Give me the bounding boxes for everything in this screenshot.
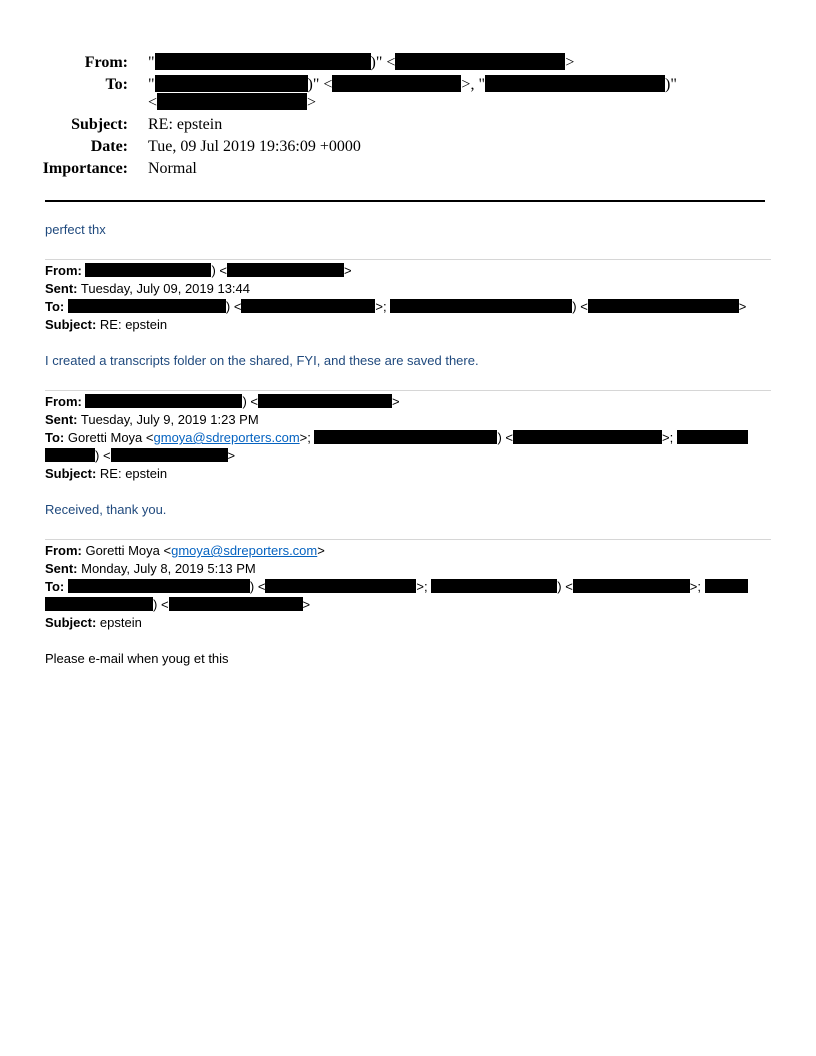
message-divider xyxy=(45,539,771,540)
header-date: Tue, 09 Jul 2019 19:36:09 +0000 xyxy=(148,138,361,155)
redaction-box xyxy=(314,430,497,444)
msg2-subject-line xyxy=(45,316,167,334)
redaction-box xyxy=(68,579,250,593)
redaction-box xyxy=(111,448,228,462)
msg3-subject-line xyxy=(45,465,167,483)
msg4-subject: epstein xyxy=(99,615,142,630)
redaction-box xyxy=(227,263,344,277)
msg2-to-label: To: xyxy=(45,299,65,314)
redaction-box xyxy=(155,75,308,92)
redaction-box xyxy=(513,430,662,444)
msg4-from-label: From: xyxy=(45,543,82,558)
redaction-box xyxy=(45,597,153,611)
redaction-box xyxy=(157,93,307,110)
redaction-box xyxy=(395,53,565,70)
msg2-subject-label: Subject: xyxy=(45,317,97,332)
msg3-to-line: To: Goretti Moya <gmoya@sdreporters.com>; ) < >; xyxy=(45,429,748,447)
msg2-to-line: To: ) < >; ) < > xyxy=(45,299,747,314)
redaction-box xyxy=(485,75,665,92)
msg4-sent-line xyxy=(45,560,256,578)
msg4-from-name: Goretti Moya xyxy=(85,543,160,558)
header-subject: RE: epstein xyxy=(148,116,223,133)
msg4-subject-line xyxy=(45,614,142,632)
msg4-to-label: To: xyxy=(45,579,65,594)
redaction-box xyxy=(705,579,748,593)
msg4-to-line-cont: ) < > xyxy=(45,596,310,614)
redaction-box xyxy=(390,299,572,313)
redaction-box xyxy=(155,53,371,70)
header-date-label: Date: xyxy=(90,138,128,155)
redaction-box xyxy=(677,430,748,444)
msg4-subject-label: Subject: xyxy=(45,615,97,630)
message-divider xyxy=(45,390,771,391)
msg2-sent-label: Sent: xyxy=(45,281,78,296)
msg3-to-label: To: xyxy=(45,430,65,445)
msg3-to-email-link[interactable]: gmoya@sdreporters.com xyxy=(153,430,300,445)
message-body-2: I created a transcripts folder on the shared, FYI, and these are saved there. xyxy=(45,353,479,368)
redaction-box xyxy=(265,579,416,593)
header-importance: Normal xyxy=(148,160,197,177)
message-body-4: Please e-mail when youg et this xyxy=(45,651,229,666)
redaction-box xyxy=(573,579,690,593)
redaction-box xyxy=(68,299,226,313)
message-divider xyxy=(45,259,771,260)
msg3-from-label: From: xyxy=(45,394,82,409)
msg2-subject: RE: epstein xyxy=(99,317,168,332)
redaction-box xyxy=(45,448,95,462)
header-to-label: To: xyxy=(105,76,128,93)
msg2-from-label: From: xyxy=(45,263,82,278)
msg4-from-email-link[interactable]: gmoya@sdreporters.com xyxy=(171,543,318,558)
header-importance-label: Importance: xyxy=(42,160,128,177)
msg3-subject: RE: epstein xyxy=(99,466,168,481)
msg4-from-line: From: Goretti Moya <gmoya@sdreporters.com> xyxy=(45,543,325,558)
redaction-box xyxy=(169,597,303,611)
msg4-sent: Monday, July 8, 2019 5:13 PM xyxy=(81,561,256,576)
redaction-box xyxy=(85,263,211,277)
redaction-box xyxy=(431,579,557,593)
message-body-3: Received, thank you. xyxy=(45,502,167,517)
msg3-sent: Tuesday, July 9, 2019 1:23 PM xyxy=(80,412,259,427)
header-divider xyxy=(45,200,765,202)
msg3-sent-label: Sent: xyxy=(45,412,78,427)
msg2-from-line: From: ) < > xyxy=(45,263,352,278)
message-body-1: perfect thx xyxy=(45,222,106,237)
msg3-from-line: From: ) < > xyxy=(45,394,400,409)
redaction-box xyxy=(588,299,739,313)
redaction-box xyxy=(241,299,375,313)
msg3-to-line-cont: ) < > xyxy=(45,447,235,465)
header-subject-label: Subject: xyxy=(71,116,128,133)
msg2-sent: Tuesday, July 09, 2019 13:44 xyxy=(80,281,251,296)
msg3-sent-line xyxy=(45,411,259,429)
header-from-label: From: xyxy=(84,54,128,71)
msg3-to-name: Goretti Moya xyxy=(67,430,143,445)
msg4-sent-label: Sent: xyxy=(45,561,78,576)
msg3-subject-label: Subject: xyxy=(45,466,97,481)
redaction-box xyxy=(85,394,242,408)
redaction-box xyxy=(332,75,461,92)
redaction-box xyxy=(258,394,392,408)
msg2-sent-line xyxy=(45,280,250,298)
msg4-to-line: To: ) < >; ) < >; xyxy=(45,578,748,596)
